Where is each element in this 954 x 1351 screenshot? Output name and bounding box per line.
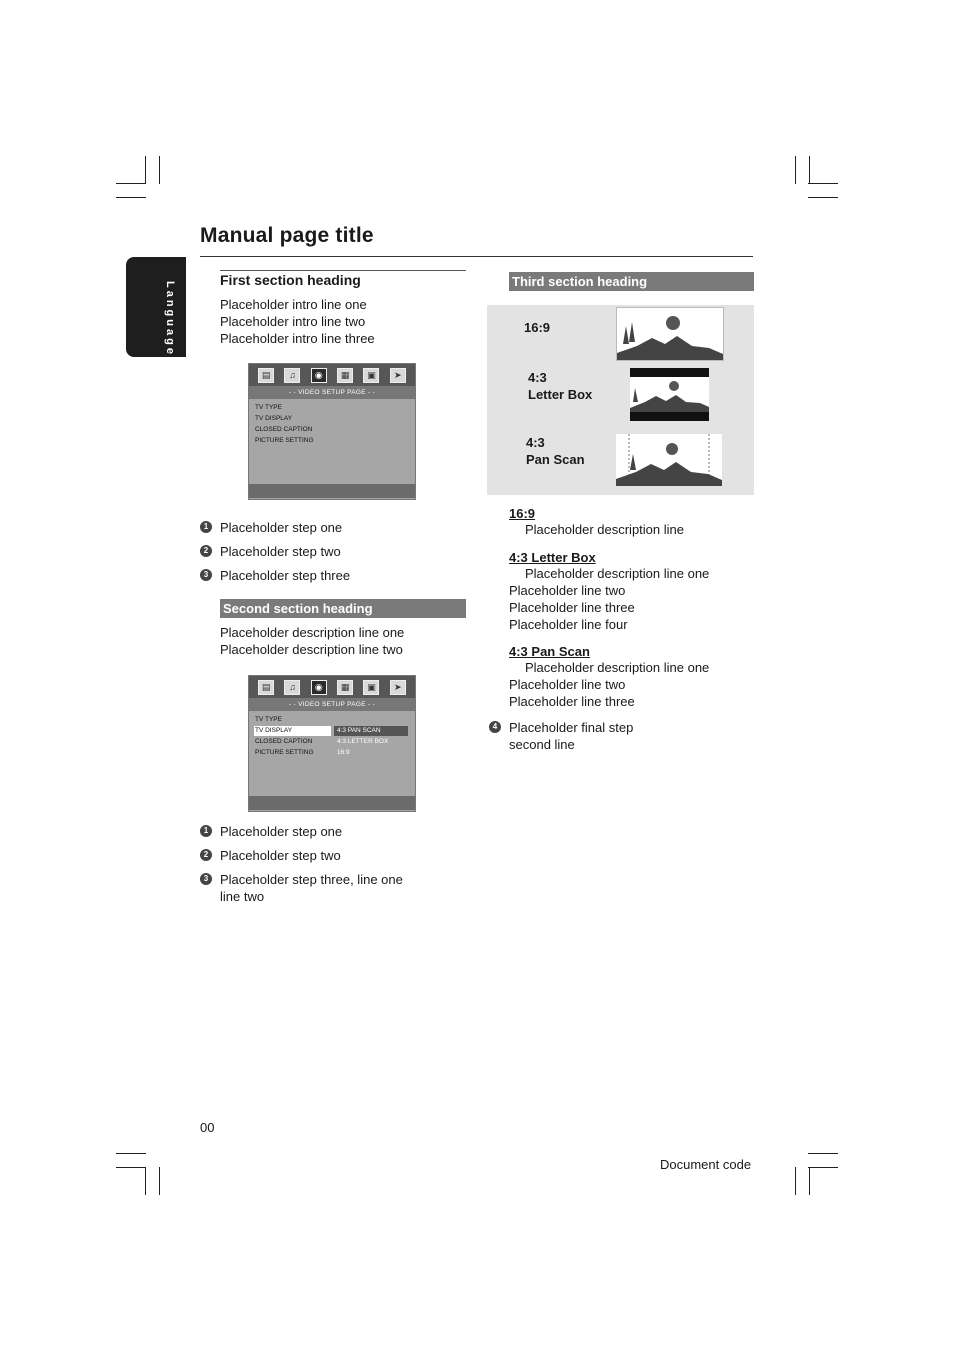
step-number: 4: [489, 721, 501, 733]
landscape-illustration: [617, 308, 723, 360]
osd-item-closed-caption: CLOSED CAPTION: [255, 738, 313, 745]
osd-sub-letter-box: 4:3 LETTER BOX: [337, 738, 389, 745]
lock-icon: ▣: [363, 680, 379, 695]
pan-scan-image: [616, 434, 722, 486]
crop-mark: [145, 1167, 146, 1195]
letter-box-image: [630, 368, 709, 421]
osd-footer: [249, 484, 415, 498]
ratio-label: 4:3: [526, 435, 545, 450]
video-setup-icon: ◉: [311, 368, 327, 383]
step-text-continued: second line: [509, 737, 575, 752]
osd-sub-16-9: 16:9: [337, 749, 350, 756]
osd-sub-pan-scan: 4:3 PAN SCAN: [334, 726, 408, 736]
crop-mark: [159, 1167, 160, 1195]
definition-heading: 16:9: [509, 506, 536, 521]
osd-screenshot-tv-display: [248, 675, 416, 812]
definition-line: Placeholder description line one: [525, 660, 710, 675]
video-setup-intro: [220, 296, 375, 347]
step-text: Placeholder step three, line one: [220, 872, 403, 887]
tv-display-desc: [220, 624, 404, 658]
crop-mark: [809, 1167, 810, 1195]
exit-icon: ➤: [390, 368, 406, 383]
step-number: 1: [200, 825, 212, 837]
audio-setup-icon: ♫: [284, 680, 300, 695]
preference-icon: ▦: [337, 368, 353, 383]
crop-mark: [808, 183, 838, 184]
crop-mark: [116, 1167, 146, 1168]
step-number: 3: [200, 873, 212, 885]
definition-line: Placeholder description line: [525, 522, 684, 537]
definition-heading: 4:3 Letter Box: [509, 550, 596, 565]
crop-mark: [795, 1167, 796, 1195]
page-number: 00: [200, 1120, 215, 1135]
definition-line: Placeholder line two: [509, 583, 626, 598]
language-tab: [126, 257, 186, 357]
exit-icon: ➤: [390, 680, 406, 695]
definition-line: Placeholder line four: [509, 617, 628, 632]
step-text: Placeholder step two: [220, 544, 341, 559]
crop-mark: [809, 156, 810, 184]
definition-line: Placeholder description line one: [525, 566, 710, 581]
step-text: Placeholder step one: [220, 520, 343, 535]
language-label: Language: [164, 281, 176, 357]
crop-mark: [145, 156, 146, 184]
definition-line: Placeholder line two: [509, 677, 626, 692]
step-number: 1: [200, 521, 212, 533]
crop-mark: [116, 1153, 146, 1154]
osd-menu: [249, 399, 415, 484]
crop-mark: [116, 183, 146, 184]
step-number: 2: [200, 849, 212, 861]
step-text: Placeholder final step: [509, 720, 634, 735]
crop-mark: [116, 197, 146, 198]
landscape-illustration: [630, 368, 709, 421]
step-number: 3: [200, 569, 212, 581]
osd-page-label: - - VIDEO SETUP PAGE - -: [249, 698, 415, 711]
osd-item-tv-type: TV TYPE: [255, 404, 282, 411]
step-text: Placeholder step three: [220, 568, 351, 583]
osd-menu: [249, 711, 415, 796]
intro-line: Placeholder intro line one: [220, 297, 367, 312]
crop-mark: [808, 197, 838, 198]
intro-line: Placeholder intro line three: [220, 331, 375, 346]
crop-mark: [159, 156, 160, 184]
wide-screen-image: [616, 307, 724, 361]
step-text: Placeholder step one: [220, 824, 343, 839]
tv-display-heading: Second section heading: [220, 599, 466, 618]
osd-icon-bar: [249, 676, 415, 698]
desc-line: Placeholder description line two: [220, 642, 403, 657]
definition-169: [509, 506, 754, 538]
mode-label: Pan Scan: [526, 452, 585, 467]
osd-item-closed-caption: CLOSED CAPTION: [255, 426, 313, 433]
osd-item-tv-display-highlighted: TV DISPLAY: [254, 726, 331, 736]
intro-line: Placeholder intro line two: [220, 314, 366, 329]
step-text: Placeholder step two: [220, 848, 341, 863]
document-code: Document code: [660, 1157, 752, 1172]
osd-page-label: - - VIDEO SETUP PAGE - -: [249, 386, 415, 399]
general-setup-icon: ▤: [258, 368, 274, 383]
osd-item-picture-setting: PICTURE SETTING: [255, 749, 314, 756]
page-title: Manual page title: [200, 224, 374, 247]
step-number: 2: [200, 545, 212, 557]
definition-line: Placeholder line three: [509, 694, 635, 709]
audio-setup-icon: ♫: [284, 368, 300, 383]
crop-mark: [808, 1153, 838, 1154]
mode-label: Letter Box: [528, 387, 593, 402]
osd-footer: [249, 796, 415, 810]
desc-line: Placeholder description line one: [220, 625, 405, 640]
osd-icon-bar: [249, 364, 415, 386]
definition-heading: 4:3 Pan Scan: [509, 644, 590, 659]
ratio-label: 4:3: [528, 370, 547, 385]
definition-line: Placeholder line three: [509, 600, 635, 615]
osd-screenshot-video-setup: [248, 363, 416, 500]
general-setup-icon: ▤: [258, 680, 274, 695]
preference-icon: ▦: [337, 680, 353, 695]
aspect-ratio-diagram: [487, 305, 754, 495]
osd-item-tv-type: TV TYPE: [255, 716, 282, 723]
osd-item-tv-display: TV DISPLAY: [255, 415, 293, 422]
crop-mark: [795, 156, 796, 184]
definition-letter-box: [509, 550, 754, 633]
step-text-continued: line two: [220, 889, 265, 904]
osd-item-picture-setting: PICTURE SETTING: [255, 437, 314, 444]
crop-mark: [808, 1167, 838, 1168]
section-rule: [220, 270, 466, 271]
tv-display-contd-heading: Third section heading: [509, 272, 754, 291]
video-setup-icon: ◉: [311, 680, 327, 695]
landscape-illustration: [616, 434, 722, 486]
video-setup-heading: First section heading: [220, 272, 361, 288]
lock-icon: ▣: [363, 368, 379, 383]
definition-pan-scan: [509, 644, 754, 710]
title-rule: [200, 256, 753, 257]
ratio-label: 16:9: [524, 320, 551, 335]
